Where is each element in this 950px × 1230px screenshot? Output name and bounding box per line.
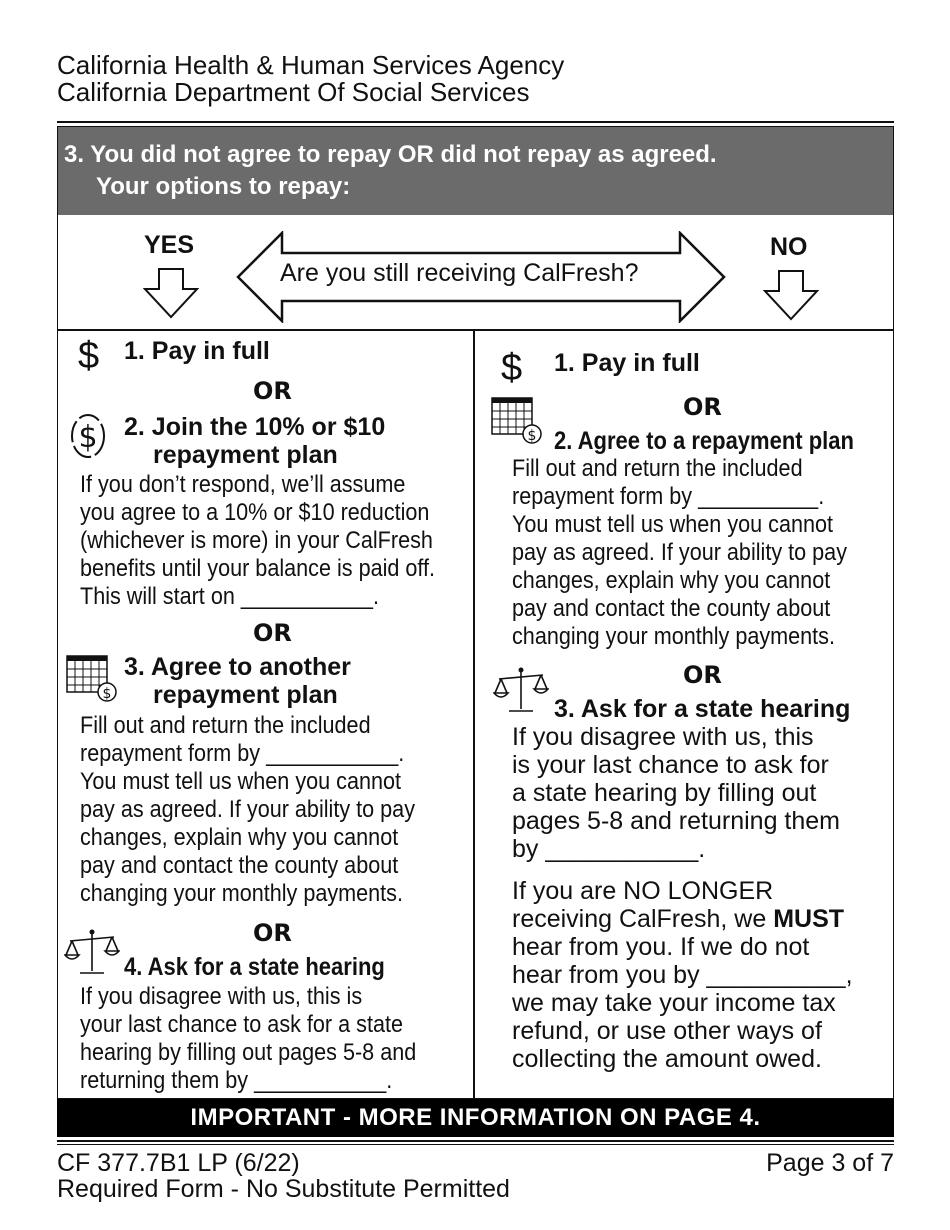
text-line: we may take your income tax bbox=[512, 989, 836, 1017]
left-option-3-body bbox=[80, 712, 415, 908]
top-rule bbox=[57, 121, 894, 123]
page-number: Page 3 of 7 bbox=[766, 1149, 894, 1177]
left-option-4-body bbox=[80, 983, 416, 1095]
text-line: repayment form by ___________. bbox=[80, 740, 405, 767]
down-arrow-yes-icon bbox=[143, 267, 199, 319]
text-line: refund, or use other ways of bbox=[512, 1017, 822, 1045]
no-longer-receiving-notice bbox=[512, 877, 853, 1073]
agency-line-2: California Department Of Social Services bbox=[57, 77, 530, 107]
text-line: pages 5-8 and returning them bbox=[512, 807, 840, 835]
right-option-2: 2. Agree to a repayment plan bbox=[554, 427, 854, 455]
svg-text:$: $ bbox=[527, 428, 537, 444]
right-option-3: 3. Ask for a state hearing bbox=[554, 695, 851, 723]
text-line: This will start on ___________. bbox=[80, 583, 379, 610]
left-option-3-line-2: repayment plan bbox=[153, 681, 338, 709]
bottom-rule-thin bbox=[57, 1144, 894, 1145]
form-id: CF 377.7B1 LP (6/22) bbox=[57, 1149, 300, 1177]
text-line: pay as agreed. If your ability to pay bbox=[80, 796, 415, 823]
dollar-icon: $ bbox=[501, 347, 523, 389]
section-header bbox=[58, 127, 893, 215]
text-line: changes, explain why you cannot bbox=[512, 567, 831, 594]
text-line: You must tell us when you cannot bbox=[80, 768, 402, 795]
text-line: If you are NO LONGER bbox=[512, 877, 774, 905]
calendar-dollar-icon bbox=[66, 653, 118, 703]
text-line: changing your monthly payments. bbox=[80, 880, 403, 907]
text-line bbox=[512, 905, 853, 933]
right-or-1: OR bbox=[683, 393, 722, 421]
text-line: hearing by filling out pages 5-8 and bbox=[80, 1039, 417, 1066]
text-line: Fill out and return the included bbox=[512, 455, 803, 482]
decision-flow bbox=[58, 215, 893, 329]
left-or-2: OR bbox=[253, 619, 292, 647]
no-label: NO bbox=[770, 233, 808, 261]
text-line: pay and contact the county about bbox=[512, 595, 831, 622]
text-line: benefits until your balance is paid off. bbox=[80, 555, 436, 582]
right-option-3-body bbox=[512, 723, 840, 863]
text-line: If you don’t respond, we’ll assume bbox=[80, 471, 406, 498]
text-line: (whichever is more) in your CalFresh bbox=[80, 527, 433, 554]
options-panel bbox=[57, 126, 894, 1099]
text-line: a state hearing by filling out bbox=[512, 779, 817, 807]
left-option-1: 1. Pay in full bbox=[124, 337, 270, 365]
left-option-3-line-1: 3. Agree to another bbox=[124, 653, 351, 681]
receiving-calfresh-question: Are you still receiving CalFresh? bbox=[280, 259, 639, 287]
text-line: changing your monthly payments. bbox=[512, 623, 835, 650]
left-option-4: 4. Ask for a state hearing bbox=[124, 953, 385, 981]
text-line: repayment form by __________. bbox=[512, 483, 825, 510]
scales-of-justice-icon bbox=[64, 927, 120, 979]
left-option-2-line-2: repayment plan bbox=[153, 441, 338, 469]
text-line: changes, explain why you cannot bbox=[80, 824, 399, 851]
text-line: Fill out and return the included bbox=[80, 712, 371, 739]
footer-left bbox=[57, 1150, 510, 1202]
text-span: receiving CalFresh, we bbox=[512, 905, 774, 933]
text-line: hear from you. If we do not bbox=[512, 933, 810, 961]
svg-text:$: $ bbox=[78, 420, 98, 455]
recurring-dollar-icon bbox=[68, 411, 108, 461]
text-line: collecting the amount owed. bbox=[512, 1045, 822, 1073]
down-arrow-no-icon bbox=[763, 269, 819, 321]
svg-text:$: $ bbox=[102, 686, 112, 702]
left-or-1: OR bbox=[253, 377, 292, 405]
text-line: pay as agreed. If your ability to pay bbox=[512, 539, 847, 566]
text-line: you agree to a 10% or $10 reduction bbox=[80, 499, 430, 526]
left-option-2-line-1: 2. Join the 10% or $10 bbox=[124, 413, 386, 441]
section-title-line-1: 3. You did not agree to repay OR did not repay as agreed. bbox=[64, 141, 717, 168]
right-option-2-body bbox=[512, 455, 847, 651]
yes-label: YES bbox=[144, 231, 195, 259]
must-emphasis: MUST bbox=[773, 905, 845, 933]
text-line: your last chance to ask for a state bbox=[80, 1011, 403, 1038]
scales-of-justice-icon bbox=[493, 665, 549, 717]
text-line: is your last chance to ask for bbox=[512, 751, 829, 779]
section-title-line-2: Your options to repay: bbox=[96, 173, 351, 200]
text-line: If you disagree with us, this is bbox=[80, 983, 363, 1010]
agency-line-1: California Health & Human Services Agency bbox=[57, 50, 565, 80]
text-line: pay and contact the county about bbox=[80, 852, 399, 879]
right-or-2: OR bbox=[683, 661, 722, 689]
required-form-note: Required Form - No Substitute Permitted bbox=[57, 1175, 510, 1203]
flow-divider bbox=[58, 329, 893, 331]
text-line: returning them by ___________. bbox=[80, 1067, 393, 1094]
right-option-1: 1. Pay in full bbox=[554, 349, 700, 377]
calendar-dollar-icon bbox=[491, 395, 543, 445]
text-line: hear from you by __________, bbox=[512, 961, 853, 989]
agency-header bbox=[57, 52, 564, 106]
column-divider bbox=[473, 331, 475, 1098]
text-line: You must tell us when you cannot bbox=[512, 511, 834, 538]
text-line: If you disagree with us, this bbox=[512, 723, 814, 751]
text-line: by ___________. bbox=[512, 835, 706, 863]
bottom-rule bbox=[57, 1140, 894, 1142]
left-option-2-body bbox=[80, 471, 435, 611]
dollar-icon: $ bbox=[78, 335, 100, 377]
important-banner: IMPORTANT - MORE INFORMATION ON PAGE 4. bbox=[57, 1099, 894, 1137]
left-or-3: OR bbox=[253, 919, 292, 947]
